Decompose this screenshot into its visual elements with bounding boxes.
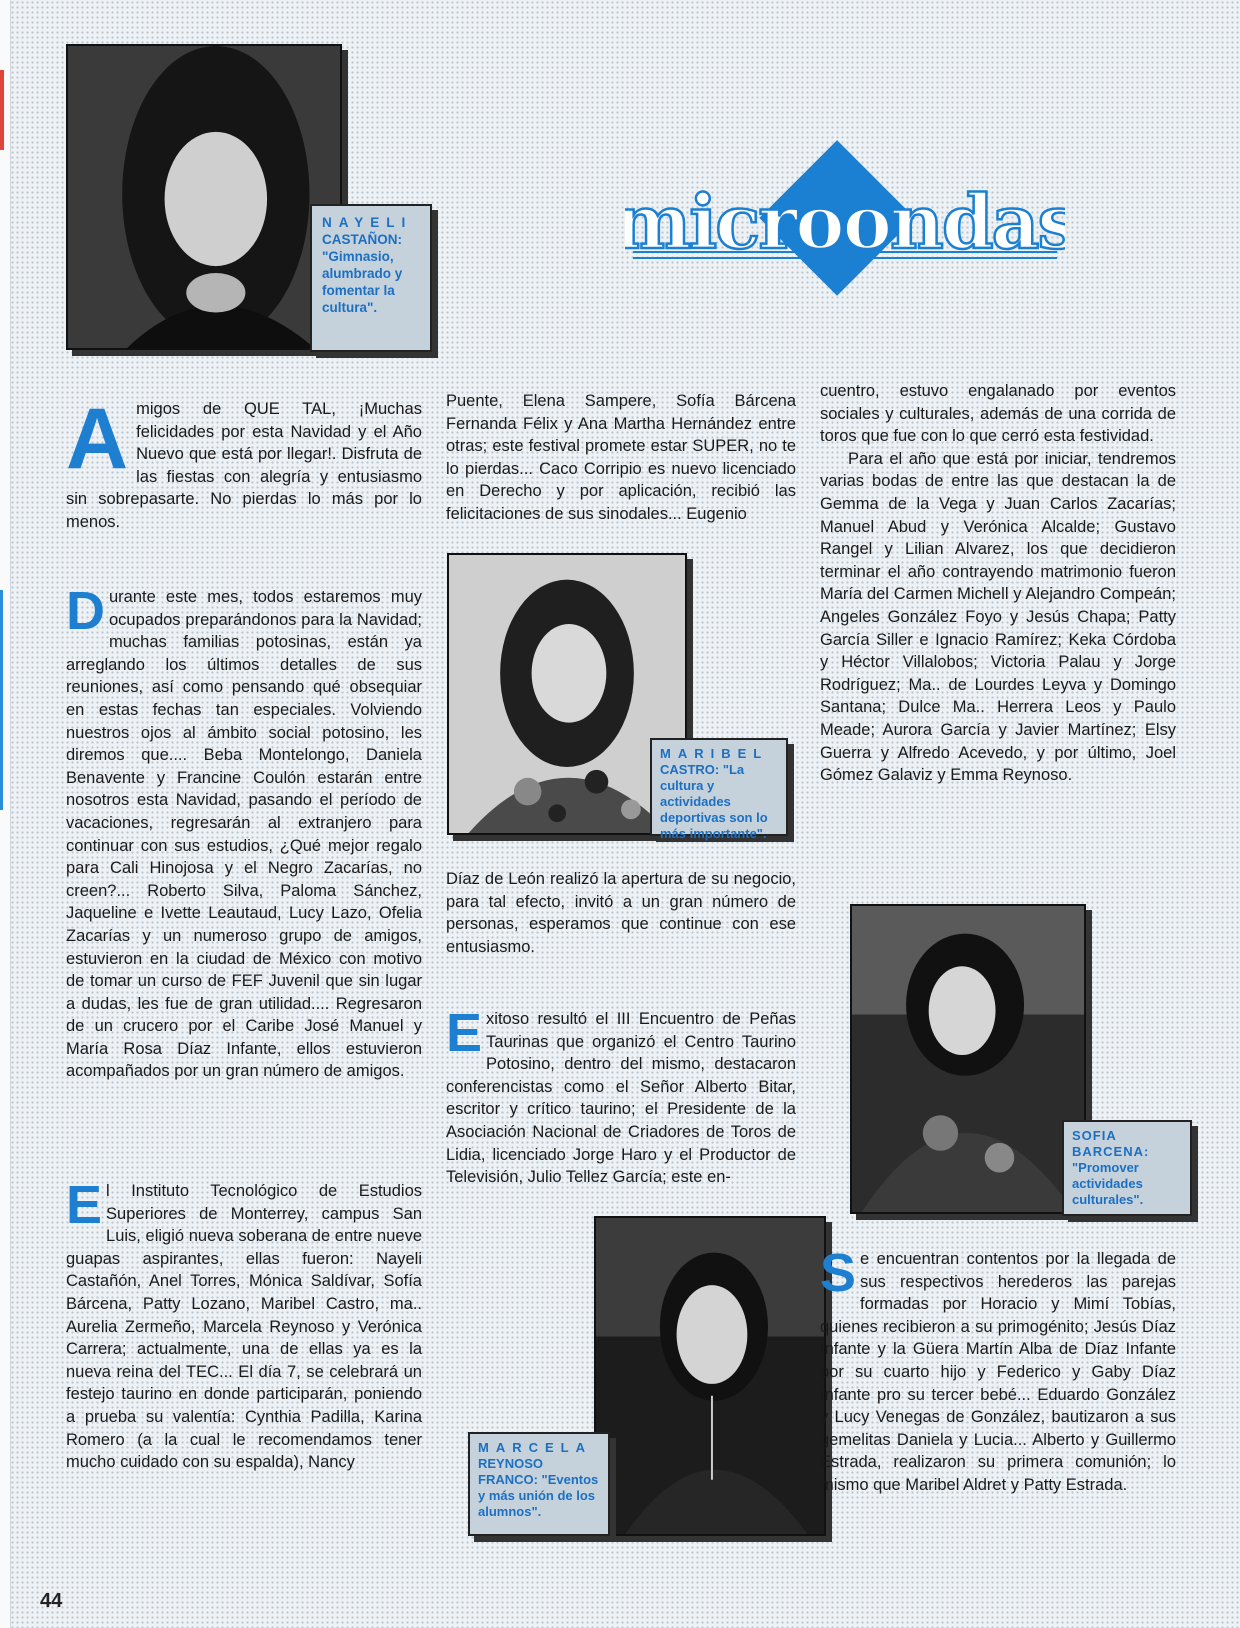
paragraph-text: urante este mes, todos estaremos muy ocupados preparándonos para la Navidad; muchas familias potosinas, están ya arreglando los últimos detalles de sus reuniones, así como pensando qué obsequiar en estas fechas tan especiales. Volviendo nuestros ojos al ámbito social potosino, les diremos que.... Beba Montelongo, Daniela Benavente y Francine Coulón estarán entre nosotros esta Navidad, pasando el período de vacaciones, regresarán al extranjero para continuar con sus estudios, ¿Qué mejor regalo para Cali Hinojosa y el Negro Zacarías, no creen?... Roberto Silva, Paloma Sánchez, Jaqueline e Ivette Leautaud, Lucy Lazo, Ofelia Zacarías y un numeroso grupo de amigos, estuvieron en la ciudad de México con motivo de tomar un curso de FEF Juvenil que sin lugar a dudas, les fue de gran utilidad.... Regresaron de un crucero por el Caribe José Manuel y María Rosa Díaz Infante, ellos estuvieron acompañados por un gran número de amigos. bbox=[66, 588, 422, 1081]
column-1-block-2 bbox=[66, 581, 422, 1083]
drop-cap: D bbox=[66, 581, 105, 641]
paragraph-text: Díaz de León realizó la apertura de su negocio, para tal efecto, invitó a un gran número de personas, esperamos que continue con ese entusiasmo. bbox=[446, 870, 796, 956]
caption-maribel bbox=[650, 738, 788, 841]
caption-sofia bbox=[1062, 1120, 1192, 1216]
caption-name: NAYELI bbox=[322, 215, 413, 230]
paragraph-text: e encuentran contentos por la llegada de sus respectivos herederos las parejas formadas por Horacio y Mimí Tobías, quienes recibieron a su primogénito; Jesús Díaz Infante y la Güera Martín Alba de Díaz Infante por su cuarto hijo y Federico y Gaby Díaz Infante pro su tercer bebé... Eduardo González y Lucy Venegas de González, bautizaron a sus gemelitas Daniela y Lucia... Alberto y Guillermo Estrada, realizaron su primera comunión; lo mismo que Maribel Aldret y Patty Estrada. bbox=[820, 1250, 1176, 1494]
column-2-block-1 bbox=[446, 390, 796, 526]
paragraph-text: cuentro, estuvo engalanado por eventos sociales y culturales, además de una corrida de toros que fue con lo que cerró esta festividad. bbox=[820, 382, 1176, 446]
caption-name: MARCELA bbox=[478, 1440, 592, 1455]
paragraph-text: xitoso resultó el III Encuentro de Peñas Taurinas que organizó el Centro Taurino Potosino, dentro del mismo, destacaron conferencistas como el Señor Alberto Bitar, escritor y crítico taurino; el Presidente de la Asociación Nacional de Criadores de Toros de Lidia, licenciado Jorge Haro y el Productor de Televisión, Julio Tellez García; este en- bbox=[446, 1010, 796, 1187]
caption-nayeli bbox=[310, 204, 432, 352]
paragraph-text: Puente, Elena Sampere, Sofía Bárcena Fernanda Félix y Ana Martha Hernández entre otras; este festival promete estar SUPER, no te lo pierdas... Caco Corripio es nuevo licenciado en Derecho y por aplicación, recibió las felicitaciones de sus sinodales... Eugenio bbox=[446, 392, 796, 523]
column-2-block-3 bbox=[446, 1003, 796, 1189]
caption-text: CASTAÑON: "Gimnasio, alumbrado y fomentar la cultura". bbox=[322, 232, 403, 315]
column-2-block-2 bbox=[446, 868, 796, 958]
paragraph-penas bbox=[446, 1003, 796, 1189]
column-3-block-1 bbox=[820, 380, 1176, 787]
paragraph-text: l Instituto Tecnológico de Estudios Superiores de Monterrey, campus San Luis, eligió nueva soberana de entre nueve guapas aspirantes, ellas fueron: Nayeli Castañón, Anel Torres, Mónica Saldívar, Sofía Bárcena, Patty Lozano, Maribel Castro, ma.. Aurelia Zermeño, Marcela Reynoso y Verónica Carrera; actualmente, una de ellas ya es la nueva reina del TEC... El día 7, se celebrará un festejo taurino en donde participarán, poniendo a prueba su valentía: Cynthia Padilla, Karina Romero (a la cual le recomendamos tener mucho cuidado con su espalda), Nancy bbox=[66, 1182, 422, 1472]
drop-cap: E bbox=[446, 1003, 483, 1063]
paragraph-bodas: Para el año que está por iniciar, tendremos varias bodas de entre las que destacan la de Gemma de la Vega y Juan Carlos Zacarías; Manuel Abud y Verónica Alcalde; Gustavo Rangel y Lilian Alvarez, los que decidieron terminar el año contrayendo matrimonio fueron María del Carmen Michell y Alejandro Compeán; Angeles González Foyo y Jesús Chapa; Patty García Siller e Ignacio Ramírez; Keka Córdoba y Héctor Villalobos; Victoria Palau y Jorge Rodríguez; Ma.. de Lourdes Leyva y Domingo Santana; Dulce Ma.. Herrera Leos y Paulo Meade; Aurora García y Javier Martínez; Elsy Guerra y Alfredo Acevedo, y por último, Joel Gómez Galaviz y Emma Reynoso. bbox=[820, 449, 1176, 785]
photo-marcela bbox=[594, 1216, 826, 1536]
paragraph-text: migos de QUE TAL, ¡Muchas felicidades por esta Navidad y el Año Nuevo que está por llegar!. Disfruta de las fiestas con alegría y entusiasmo sin sobrepasarte. No pierdas lo más por lo menos. bbox=[66, 400, 422, 531]
column-3-block-2 bbox=[820, 1243, 1176, 1497]
paragraph-herederos bbox=[820, 1243, 1176, 1497]
page-number: 44 bbox=[40, 1590, 63, 1612]
caption-name: SOFIA BARCENA: bbox=[1072, 1128, 1150, 1159]
drop-cap: A bbox=[66, 391, 129, 487]
logo-wordmark: microondas bbox=[625, 180, 1065, 266]
caption-text: REYNOSO FRANCO: "Eventos y más unión de los alumnos". bbox=[478, 1456, 599, 1519]
photo-nayeli bbox=[66, 44, 342, 350]
drop-cap: S bbox=[820, 1243, 857, 1303]
adjacent-page-edge-blue bbox=[0, 590, 3, 810]
caption-marcela bbox=[468, 1432, 610, 1536]
paragraph-navidad bbox=[66, 581, 422, 1083]
paragraph-tec bbox=[66, 1175, 422, 1474]
caption-text: CASTRO: "La cultura y actividades deportivas son lo más importante". bbox=[660, 762, 768, 841]
adjacent-page-edge-red bbox=[0, 70, 4, 150]
section-logo bbox=[625, 140, 1065, 310]
column-1-block-3 bbox=[66, 1175, 422, 1474]
drop-cap: E bbox=[66, 1175, 103, 1235]
column-1 bbox=[66, 391, 422, 534]
microondas-logo-graphic bbox=[625, 140, 1065, 310]
page-binding-edge bbox=[0, 0, 11, 1628]
caption-text: "Promover actividades culturales". bbox=[1072, 1160, 1144, 1207]
caption-name: MARIBEL bbox=[660, 746, 769, 761]
paragraph-intro bbox=[66, 391, 422, 534]
photo-sofia bbox=[850, 904, 1086, 1214]
